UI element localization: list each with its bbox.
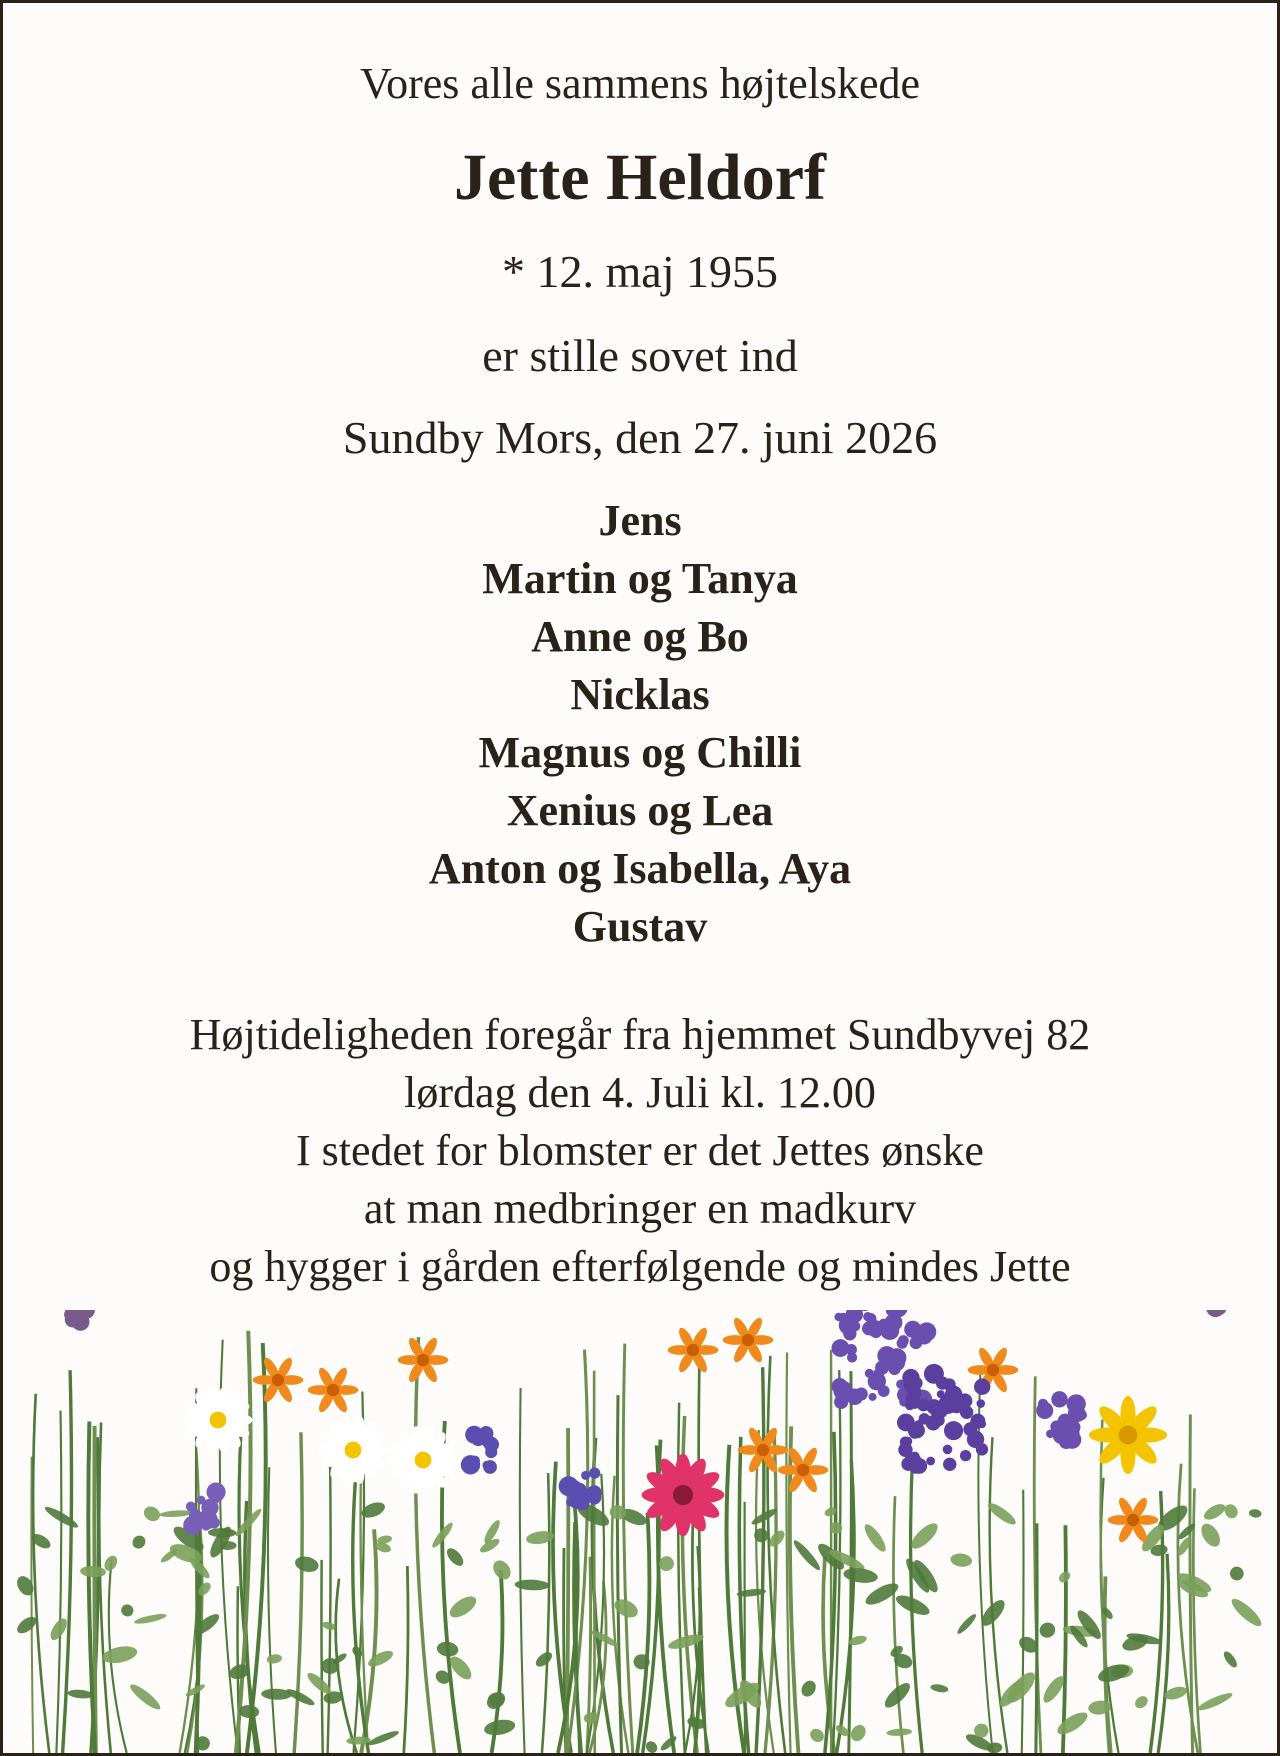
leaf-shape <box>1196 1690 1234 1713</box>
daisy-flower-center <box>415 1452 432 1469</box>
family-member: Martin og Tanya <box>482 554 798 603</box>
purple-floret <box>924 1364 944 1384</box>
purple-floret <box>198 1509 218 1529</box>
family-member: Jens <box>598 496 682 545</box>
flower-stem <box>404 1566 408 1753</box>
purple-floret <box>960 1450 971 1461</box>
flower-stem <box>1022 1490 1024 1753</box>
purple-floret <box>945 1386 962 1403</box>
purple-floret <box>888 1363 900 1375</box>
flower-stem <box>321 1560 322 1753</box>
flower-stem <box>416 1337 435 1753</box>
family-member: Nicklas <box>570 670 710 719</box>
leaf-shape <box>293 1554 320 1574</box>
leaf-shape <box>1228 1564 1246 1582</box>
purple-floret <box>482 1461 490 1469</box>
leaf-shape <box>1222 1502 1240 1521</box>
orange-flower-center <box>1127 1514 1139 1526</box>
leaf-shape <box>848 1722 869 1744</box>
family-list <box>0 492 1280 956</box>
leaf-shape <box>446 1592 479 1621</box>
leaf-shape <box>366 1648 395 1670</box>
purple-floret <box>933 1415 945 1427</box>
flower-stem <box>542 1473 549 1753</box>
leaf-shape <box>791 1538 823 1573</box>
passing-line: er stille sovet ind <box>482 330 798 381</box>
ceremony-line: I stedet for blomster er det Jettes ønske <box>296 1126 984 1175</box>
purple-floret <box>589 1467 600 1478</box>
purple-floret <box>581 1471 590 1480</box>
flower-stem <box>587 1557 591 1753</box>
leaf-shape <box>47 1616 70 1643</box>
purple-floret <box>908 1385 922 1399</box>
purple-floret <box>863 1312 872 1321</box>
leaf-shape <box>1133 1694 1150 1711</box>
purple-floret <box>910 1398 921 1409</box>
purple-floret <box>960 1406 973 1419</box>
purple-floret <box>963 1422 977 1436</box>
flower-stem <box>328 1466 331 1753</box>
purple-floret <box>878 1385 890 1397</box>
ceremony-line: Højtideligheden foregår fra hjemmet Sundbyvej 82 <box>189 1010 1091 1059</box>
leaf-shape <box>886 1728 912 1737</box>
flower-stem <box>594 1371 595 1753</box>
flower-blooms <box>61 1310 1226 1544</box>
flower-stem <box>520 1388 525 1753</box>
leaf-shape <box>490 1557 514 1583</box>
purple-floret <box>1036 1402 1053 1419</box>
purple-floret <box>1070 1406 1086 1422</box>
leaf-shape <box>799 1678 819 1699</box>
purple-floret <box>977 1399 986 1408</box>
ceremony-line: lørdag den 4. Juli kl. 12.00 <box>404 1068 876 1117</box>
family-member: Xenius og Lea <box>506 786 774 835</box>
ceremony-line: at man medbringer en madkurv <box>363 1184 917 1233</box>
leaf-shape <box>67 1689 93 1700</box>
leaf-shape <box>955 1612 978 1636</box>
leaf-shape <box>141 1504 162 1524</box>
ceremony-line: og hygger i gården efterfølgende og mindes Jette <box>209 1242 1071 1291</box>
daisy-flower-center <box>345 1442 362 1459</box>
leaf-shape <box>950 1552 973 1568</box>
purple-floret <box>943 1445 953 1455</box>
leaf-shape <box>80 1565 107 1578</box>
orange-flower-center <box>327 1384 339 1396</box>
leaf-shape <box>130 1533 148 1551</box>
purple-floret <box>846 1344 857 1355</box>
leaf-shape <box>483 1717 516 1737</box>
leaf-shape <box>119 1602 136 1619</box>
flower-stem <box>1193 1488 1200 1753</box>
purple-floret <box>869 1393 877 1401</box>
orange-flower-center <box>742 1334 754 1346</box>
intro-line: Vores alle sammens højtelskede <box>359 59 921 108</box>
leaf-shape <box>1228 1595 1265 1630</box>
purple-floret <box>855 1387 868 1400</box>
flower-stem <box>1063 1525 1066 1753</box>
leaf-shape <box>266 1653 283 1664</box>
purple-floret <box>917 1322 936 1341</box>
purple-floret <box>471 1432 485 1446</box>
purple-floret <box>470 1456 480 1466</box>
purple-floret <box>901 1457 915 1471</box>
leaf-shape <box>133 1612 167 1626</box>
leaf-shape <box>1248 1508 1262 1518</box>
purple-floret <box>588 1491 601 1504</box>
flower-stem <box>623 1344 632 1753</box>
leaf-shape <box>843 1566 879 1584</box>
purple-floret <box>902 1369 919 1386</box>
purple-floret <box>843 1327 856 1340</box>
wildflower-border-illustration <box>3 1310 1277 1753</box>
orange-flower-center <box>272 1374 284 1386</box>
flower-stem <box>33 1394 49 1753</box>
purple-floret <box>937 1390 945 1398</box>
purple-floret <box>484 1437 499 1452</box>
purple-floret <box>875 1361 889 1375</box>
purple-floret <box>1050 1420 1063 1433</box>
leaf-shape <box>367 1729 400 1748</box>
purple-floret <box>943 1458 956 1471</box>
purple-floret <box>926 1457 935 1466</box>
orange-flower-center <box>687 1344 699 1356</box>
flower-stem <box>56 1411 61 1753</box>
orange-flower-center <box>797 1464 809 1476</box>
pink-flower-center <box>673 1485 693 1505</box>
family-member: Magnus og Chilli <box>478 728 802 777</box>
purple-floret <box>832 1378 848 1394</box>
leaf-shape <box>1221 1649 1239 1669</box>
lavender-floret <box>65 1312 81 1328</box>
leaf-shape <box>1096 1661 1131 1685</box>
leaf-shape <box>444 1545 466 1568</box>
family-member: Anton og Isabella, Aya <box>428 844 852 893</box>
flower-stem <box>893 1496 903 1753</box>
purple-floret <box>974 1379 990 1395</box>
leaf-shape <box>1003 1668 1039 1707</box>
leaf-shape <box>861 1521 889 1554</box>
purple-floret <box>898 1335 909 1346</box>
flower-stem <box>1036 1523 1037 1753</box>
purple-floret <box>944 1421 963 1440</box>
leaf-shape <box>808 1726 827 1745</box>
leaf-shape <box>1202 1501 1228 1523</box>
orange-flower-center <box>417 1354 429 1366</box>
leaf-shape <box>14 1573 37 1598</box>
flower-stem <box>94 1426 95 1753</box>
purple-floret <box>909 1427 920 1438</box>
leaf-shape <box>930 1683 949 1693</box>
yellow-flower-center <box>1118 1425 1137 1444</box>
purple-floret <box>568 1490 586 1508</box>
leaf-shape <box>1198 1520 1224 1550</box>
purple-floret <box>197 1496 206 1505</box>
family-member: Gustav <box>572 902 708 951</box>
birth-date: * 12. maj 1955 <box>502 246 778 297</box>
purple-floret <box>1051 1391 1067 1407</box>
purple-floret <box>937 1401 951 1415</box>
place-and-date: Sundby Mors, den 27. juni 2026 <box>342 412 938 463</box>
orange-flower-center <box>757 1444 769 1456</box>
purple-floret <box>1070 1428 1080 1438</box>
orange-flower-center <box>987 1364 999 1376</box>
family-member: Anne og Bo <box>531 612 749 661</box>
flower-stem <box>294 1432 302 1753</box>
purple-floret <box>978 1420 986 1428</box>
leaf-shape <box>1054 1708 1091 1738</box>
purple-floret <box>207 1482 226 1501</box>
flower-stem <box>617 1395 621 1753</box>
leaf-shape <box>127 1681 163 1713</box>
leaf-shape <box>863 1579 902 1608</box>
leaf-shape <box>436 1640 459 1658</box>
leaf-shape <box>908 1519 942 1552</box>
purple-floret <box>900 1437 911 1448</box>
leaf-shape <box>101 1644 139 1666</box>
leaf-shape <box>1037 1620 1058 1641</box>
daisy-flower-center <box>210 1412 227 1429</box>
flower-stem <box>268 1467 276 1753</box>
deceased-name: Jette Heldorf <box>454 141 826 214</box>
purple-floret <box>885 1314 903 1332</box>
ceremony-info <box>0 1006 1280 1296</box>
leaf-shape <box>533 1649 554 1669</box>
